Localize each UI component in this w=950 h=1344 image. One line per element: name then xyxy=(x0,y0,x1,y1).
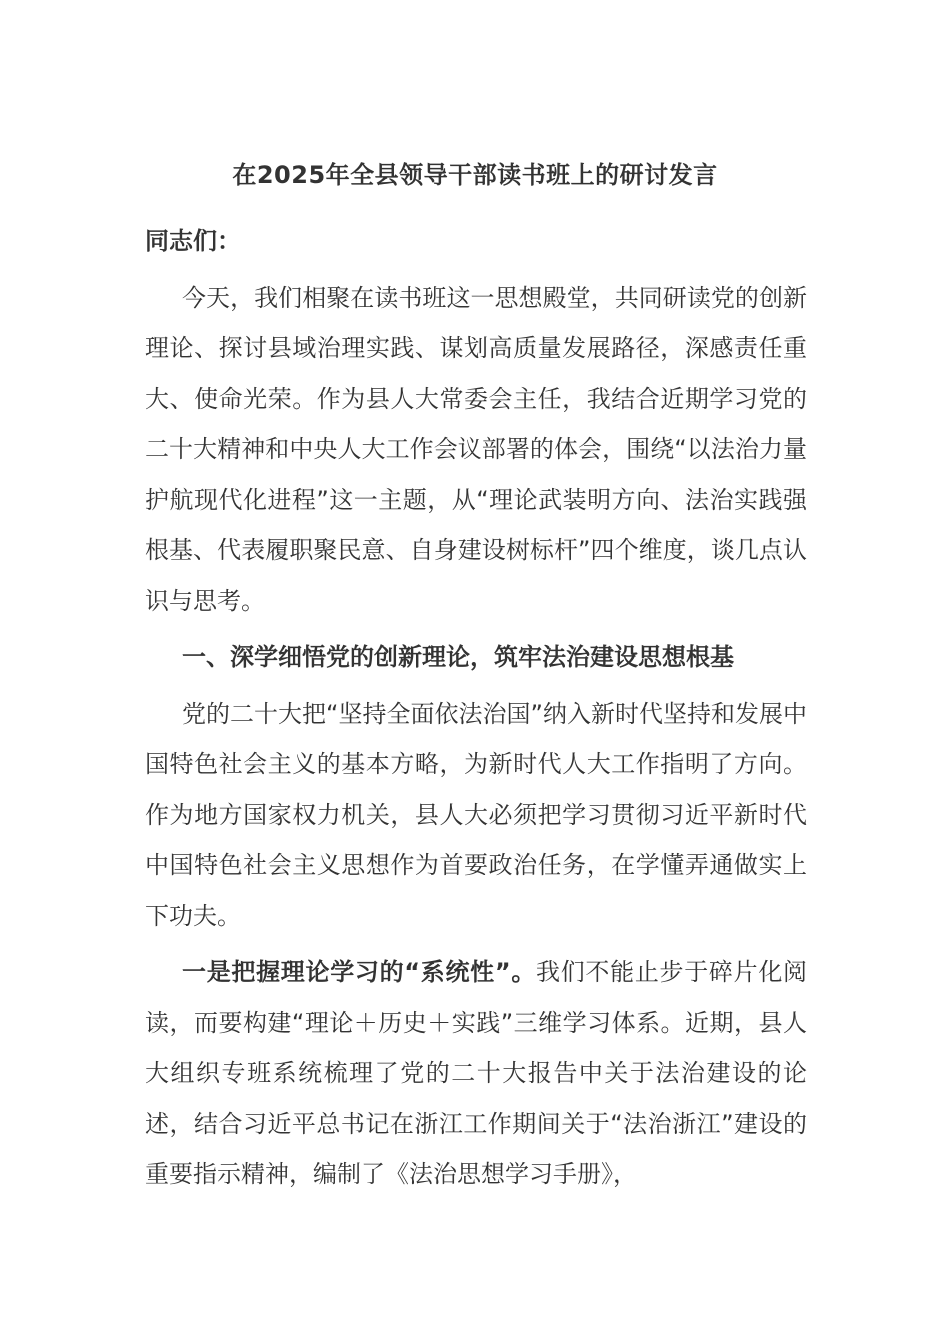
point-1-body: 我们不能止步于碎片化阅读，而要构建“理论＋历史＋实践”三维学习体系。近期，县人大组织专班系统梳理了党的二十大报告中关于法治建设的论述，结合习近平总书记在浙江工作期间关于“法治浙江”建设的重要指示精神，编制了《法治思想学习手册》， xyxy=(145,958,808,1188)
point-1-lead: 一是把握理论学习的“系统性”。 xyxy=(182,958,537,986)
document-title: 在2025年全县领导干部读书班上的研讨发言 xyxy=(232,161,718,189)
section-1-paragraph: 党的二十大把“坚持全面依法治国”纳入新时代坚持和发展中国特色社会主义的基本方略，为新时代人大工作指明了方向。作为地方国家权力机关，县人大必须把学习贯彻习近平新时代中国特色社会主义思想作为首要政治任务，在学懂弄通做实上下功夫。 xyxy=(145,699,807,930)
document-body xyxy=(145,216,807,1206)
greeting: 同志们： xyxy=(145,227,241,255)
intro-paragraph: 今天，我们相聚在读书班这一思想殿堂，共同研读党的创新理论、探讨县域治理实践、谋划高质量发展路径，深感责任重大、使命光荣。作为县人大常委会主任，我结合近期学习党的二十大精神和中央人大工作会议部署的体会，围绕“以法治力量护航现代化进程”这一主题，从“理论武装明方向、法治实践强根基、代表履职聚民意、自身建设树标杆”四个维度，谈几点认识与思考。 xyxy=(145,283,807,615)
section-1-heading: 一、深学细悟党的创新理论，筑牢法治建设思想根基 xyxy=(182,643,734,671)
point-1-paragraph xyxy=(145,947,807,1200)
